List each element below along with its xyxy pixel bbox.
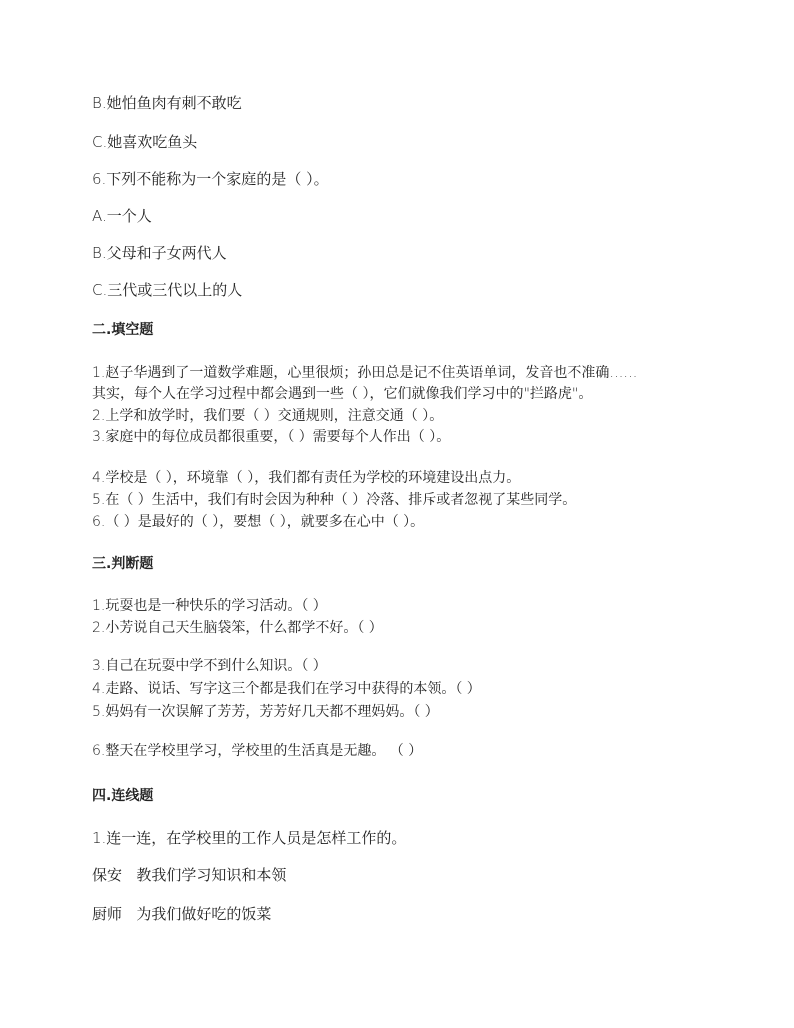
q6-option-a: A.一个人 [92,207,152,225]
match-role-2: 厨师 [92,905,123,923]
section2-heading: 二.填空题 [92,322,154,338]
section3-heading: 三.判断题 [92,556,154,572]
fill-q6: 6.（ ）是最好的（ ），要想（ ），就要多在心中（ ）。 [92,514,425,530]
fill-q3: 3.家庭中的每位成员都很重要，（ ）需要每个人作出（ ）。 [92,429,451,445]
match-duty-2: 为我们做好吃的饭菜 [136,905,272,923]
fill-q1-line2: 其实，每个人在学习过程中都会遇到一些（ ），它们就像我们学习中的"拦路虎"。 [92,386,593,402]
q5-option-c: C.她喜欢吃鱼头 [92,133,198,151]
judge-q3: 3.自己在玩耍中学不到什么知识。（ ） [92,658,327,674]
judge-q5: 5.妈妈有一次误解了芳芳，芳芳好几天都不理妈妈。（ ） [92,704,439,720]
section4-heading: 四.连线题 [92,788,154,804]
judge-q2: 2.小芳说自己天生脑袋笨，什么都学不好。（ ） [92,620,383,636]
fill-q4: 4.学校是（ ），环境靠（ ），我们都有责任为学校的环境建设出点力。 [92,470,521,486]
match-duty-1: 教我们学习知识和本领 [136,866,287,884]
q5-option-b: B.她怕鱼肉有刺不敢吃 [92,94,242,112]
judge-q6: 6.整天在学校里学习，学校里的生活真是无趣。 （ ） [92,743,423,759]
match-row-2 [92,905,271,923]
match-role-1: 保安 [92,866,123,884]
q6-stem: 6.下列不能称为一个家庭的是（ ）。 [92,170,329,188]
judge-q1: 1.玩耍也是一种快乐的学习活动。（ ） [92,598,327,614]
fill-q2: 2.上学和放学时，我们要（ ）交通规则，注意交通（ ）。 [92,408,444,424]
fill-q5: 5.在（ ）生活中，我们有时会因为种种（ ）冷落、排斥或者忽视了某些同学。 [92,492,577,508]
fill-q1-line1: 1.赵子华遇到了一道数学难题，心里很烦；孙田总是记不住英语单词，发音也不准确…… [92,365,638,381]
match-q1: 1.连一连，在学校里的工作人员是怎样工作的。 [92,829,407,847]
q6-option-c: C.三代或三代以上的人 [92,281,243,299]
q6-option-b: B.父母和子女两代人 [92,244,227,262]
judge-q4: 4.走路、说话、写字这三个都是我们在学习中获得的本领。（ ） [92,681,481,697]
match-row-1 [92,866,286,884]
